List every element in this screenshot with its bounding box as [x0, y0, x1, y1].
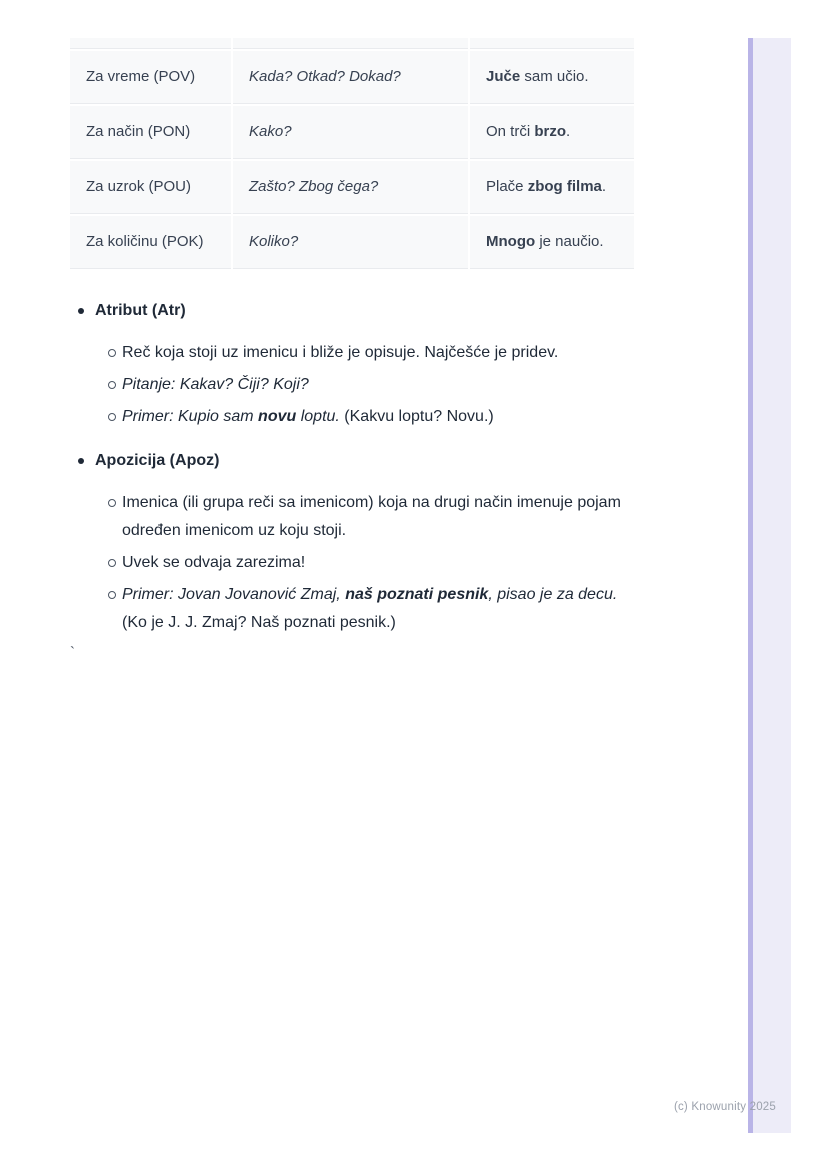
definitions-list	[70, 299, 650, 637]
table-cell-type: Za način (PON)	[70, 106, 231, 159]
list-item	[122, 403, 650, 431]
table-row-kolicinu	[70, 216, 634, 269]
section-sublist	[70, 489, 650, 637]
adverbial-determiners-table	[68, 36, 636, 271]
table-cell-cutoff	[470, 38, 634, 49]
section-title-label: Atribut (Atr)	[95, 302, 186, 319]
circle-bullet-icon	[108, 349, 116, 357]
section-sublist	[70, 339, 650, 431]
section-title	[70, 449, 650, 473]
section-title-label: Apozicija (Apoz)	[95, 452, 220, 469]
table-cell-question: Koliko?	[233, 216, 468, 269]
table-cell-type: Za količinu (POK)	[70, 216, 231, 269]
list-section-apozicija	[70, 449, 650, 637]
table-cell-example: Mnogo je naučio.	[470, 216, 634, 269]
list-item-text: Pitanje: Kakav? Čiji? Koji?	[122, 376, 309, 393]
list-item-text: Uvek se odvaja zarezima!	[122, 554, 306, 571]
list-item-text: Imenica (ili grupa reči sa imenicom) koja na drugi način imenuje pojam određen imenicom uz koju stoji.	[122, 494, 621, 539]
list-item-text: Primer: Kupio sam novu loptu. (Kakvu loptu? Novu.)	[122, 408, 494, 425]
circle-bullet-icon	[108, 591, 116, 599]
table-row-uzrok	[70, 161, 634, 214]
table-cell-question: Kako?	[233, 106, 468, 159]
list-item	[122, 339, 650, 367]
list-section-atribut	[70, 299, 650, 431]
table-cell-cutoff	[233, 38, 468, 49]
stray-backtick-mark: `	[70, 644, 75, 661]
document-page-content	[70, 36, 650, 655]
table-cell-example: On trči brzo.	[470, 106, 634, 159]
list-item	[122, 549, 650, 577]
table-cell-example: Juče sam učio.	[470, 51, 634, 104]
section-title	[70, 299, 650, 323]
table-cell-cutoff	[70, 38, 231, 49]
next-page-preview-strip	[748, 38, 791, 1133]
list-item-text: Primer: Jovan Jovanović Zmaj, naš poznati pesnik, pisao je za decu. (Ko je J. J. Zmaj? Naš poznati pesnik.)	[122, 586, 618, 631]
bullet-icon	[78, 458, 84, 464]
table-cell-type: Za vreme (POV)	[70, 51, 231, 104]
circle-bullet-icon	[108, 499, 116, 507]
list-item	[122, 581, 650, 637]
circle-bullet-icon	[108, 559, 116, 567]
table-cell-type: Za uzrok (POU)	[70, 161, 231, 214]
list-item	[122, 371, 650, 399]
table-row-nacin	[70, 106, 634, 159]
table-row-cutoff	[70, 38, 634, 49]
table-cell-example: Plače zbog filma.	[470, 161, 634, 214]
copyright-watermark: (c) Knowunity 2025	[673, 1101, 776, 1113]
list-item	[122, 489, 650, 545]
table-cell-question: Kada? Otkad? Dokad?	[233, 51, 468, 104]
circle-bullet-icon	[108, 413, 116, 421]
circle-bullet-icon	[108, 381, 116, 389]
table-row-vreme	[70, 51, 634, 104]
table-cell-question: Zašto? Zbog čega?	[233, 161, 468, 214]
list-item-text: Reč koja stoji uz imenicu i bliže je opisuje. Najčešće je pridev.	[122, 344, 559, 361]
bullet-icon	[78, 308, 84, 314]
